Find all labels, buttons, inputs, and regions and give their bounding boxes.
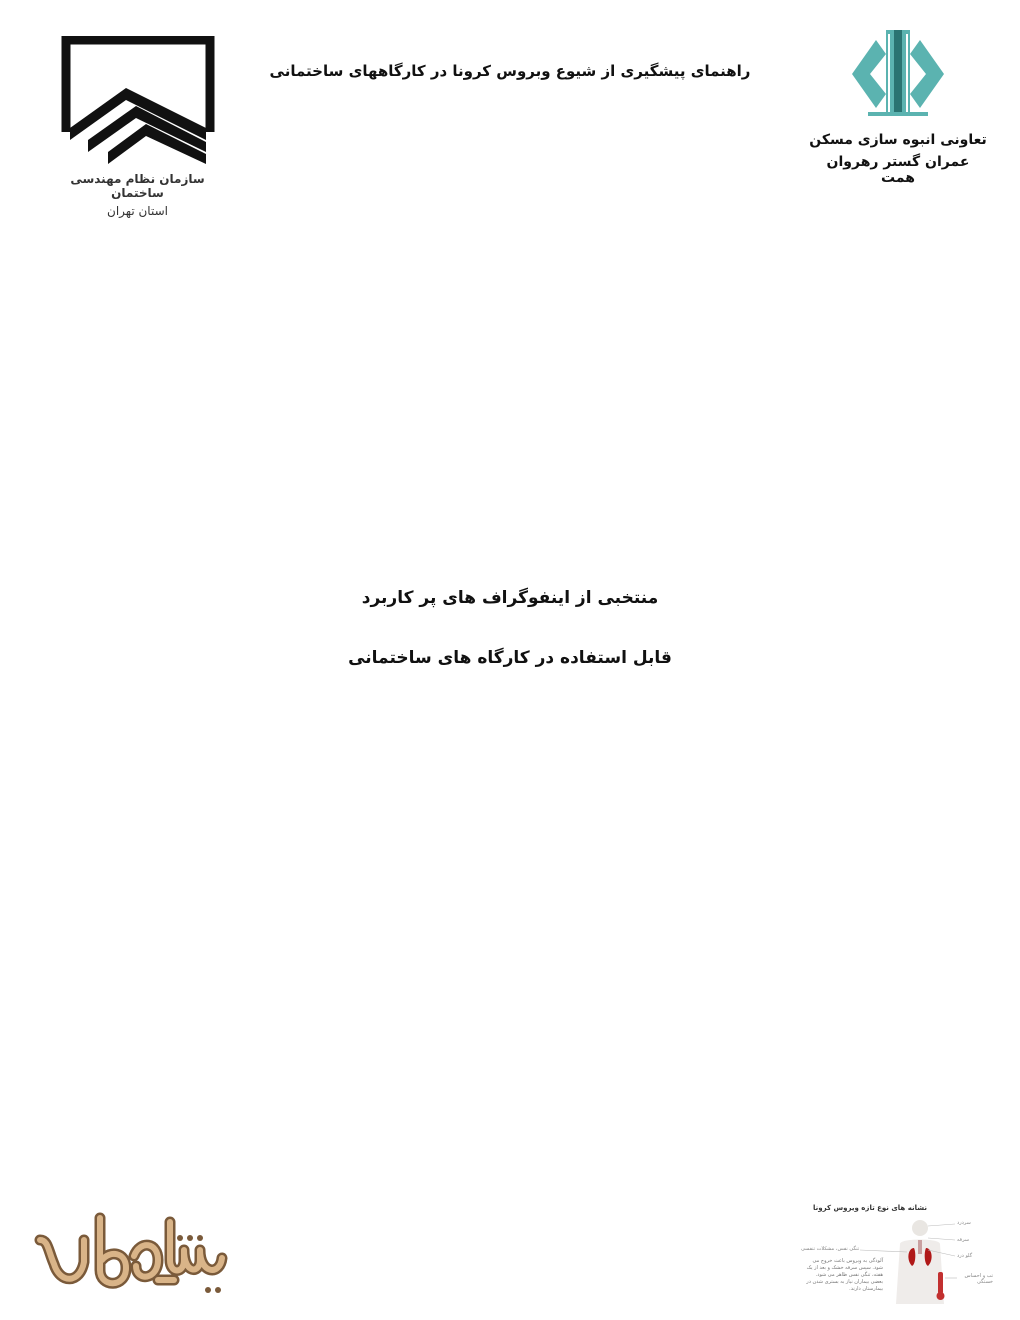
symptom-label-sore-throat: گلو درد	[957, 1253, 973, 1259]
document-header-title: راهنمای پیشگیری از شیوع وبروس کرونا در کارگاههای ساختمانی	[269, 62, 751, 80]
cooperative-name-line2: عمران گستر رهروان همت	[826, 154, 970, 186]
bottom-left-logo	[34, 1210, 229, 1300]
sub-heading: قابل استفاده در کارگاه های ساختمانی	[348, 648, 672, 668]
engineering-org-emblem-icon	[58, 36, 218, 166]
cooperative-tower-emblem-icon	[848, 28, 948, 120]
symptom-label-shortness-of-breath: تنگی نفس، مشکلات تنفسی	[801, 1246, 860, 1252]
symptom-label-fever: تب و احساس خستگی	[964, 1273, 993, 1285]
engineering-org-province: استان تهران	[107, 204, 168, 218]
cooperative-name-line1: تعاونی انبوه سازی مسکن	[809, 132, 987, 148]
infographic-title: نشانه های نوع تازه ویروس کرونا	[813, 1204, 927, 1212]
engineering-org-logo	[50, 36, 225, 218]
main-heading: منتخبی از اینفوگراف های پر کاربرد	[361, 588, 659, 608]
symptom-progression-note: آلودگی به ویروس باعث خروج می شود. سپس سرفه خشک و بعد از یک هفته، تنگی نفس ظاهر می شود. بعضی بیماران نیاز به بستری شدن در بیمارستان دارند.	[806, 1258, 883, 1292]
engineering-org-name: سازمان نظام مهندسی ساختمان	[70, 172, 205, 200]
symptom-label-cough: سرفه	[957, 1237, 970, 1243]
corona-symptoms-infographic	[795, 1200, 995, 1305]
symptom-label-headache: سردرد	[957, 1220, 971, 1226]
stylized-calligraphy-logo-icon	[34, 1210, 229, 1300]
cooperative-logo	[808, 28, 988, 186]
